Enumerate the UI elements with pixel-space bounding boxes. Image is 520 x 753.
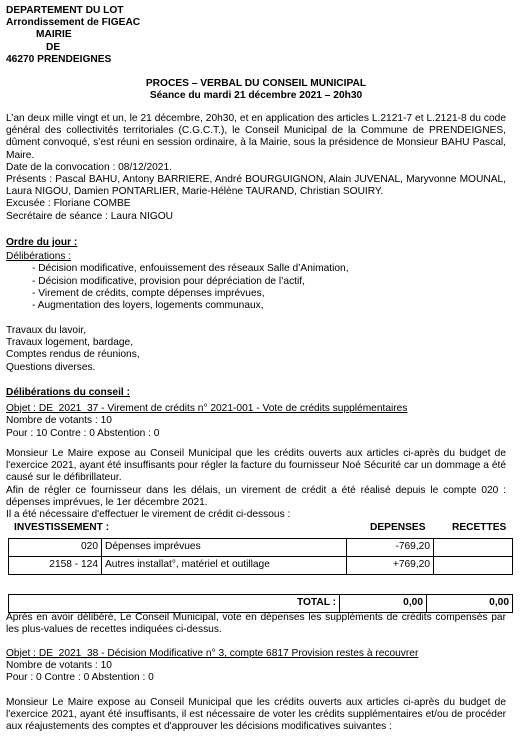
agenda-section	[6, 237, 506, 312]
table-cell-label: Autres installat°, matériel et outillage	[102, 557, 347, 575]
intro-paragraph: L’an deux mille vingt et un, le 21 décembre, 20h30, et en application des articles L.2121-7 et L.2121-8 du code général des collectivités territoriales (C.G.C.T.), le Conseil Municipal de la Commune de PRENDEIGNES, dûment convoqué, s’est réuni en session ordinaire, à la Mairie, sous la présidence de Monsieur BAHU Pascal, Maire.	[6, 113, 506, 161]
agenda-other-item: Questions diverses.	[6, 361, 96, 373]
agenda-other-item: Comptes rendus de réunions,	[6, 349, 140, 361]
table-cell-code: 2158 - 124	[9, 557, 102, 575]
deliberation-vote-result: Pour : 0 Contre : 0 Abstention : 0	[6, 672, 154, 684]
convocation-date: Date de la convocation : 08/12/2021.	[6, 161, 172, 173]
table-row	[9, 539, 513, 557]
deliberation-2	[6, 648, 506, 685]
table-col-depenses: DEPENSES	[370, 522, 426, 533]
intro-section	[6, 113, 506, 223]
table-col-recettes: RECETTES	[452, 522, 507, 533]
secretaire: Secrétaire de séance : Laura NIGOU	[6, 210, 174, 222]
table-row	[9, 557, 513, 575]
document-title	[6, 78, 506, 102]
agenda-item: - Augmentation des loyers, logements communaux,	[32, 300, 264, 312]
table-cell-recette	[434, 539, 513, 557]
agenda-heading: Ordre du jour :	[6, 237, 78, 248]
deliberation-objet: Objet : DE_2021_37 - Virement de crédits n° 2021-001 - Vote de crédits supplémentaires	[6, 403, 408, 415]
total-recettes: 0,00	[427, 595, 513, 613]
agenda-item: - Décision modificative, provision pour dépréciation de l’actif,	[32, 275, 305, 287]
deliberation-paragraph: Monsieur Le Maire expose au Conseil Municipal que les crédits ouverts aux articles ci-après du budget de l'exercice 2021, ayant été insuffisants pour régler la facture du fournisseur Noé Sécurité car un dommage a été causé sur le défibrillateur.	[6, 448, 506, 484]
agenda-item: - Virement de crédits, compte dépenses imprévues,	[32, 287, 265, 299]
table-cell-depense: -769,20	[347, 539, 434, 557]
deliberation-1-body	[6, 448, 506, 521]
total-row-table	[8, 594, 513, 613]
total-label: TOTAL :	[9, 595, 340, 613]
agenda-item: - Décision modificative, enfouissement des réseaux Salle d’Animation,	[32, 263, 349, 275]
deliberation-1	[6, 387, 506, 440]
deliberations-heading: Délibérations du conseil :	[6, 387, 130, 398]
table-cell-depense: +769,20	[347, 557, 434, 575]
total-depenses: 0,00	[340, 595, 427, 613]
agenda-delib-label: Délibérations :	[6, 251, 72, 263]
header-mairie: MAIRIE	[36, 29, 72, 41]
agenda-others	[6, 325, 506, 374]
deliberation-paragraph: Il a été nécessaire d'effectuer le virement de crédit ci-dessous :	[6, 509, 291, 521]
excusee: Excusée : Floriane COMBE	[6, 198, 131, 210]
agenda-other-item: Travaux du lavoir,	[6, 325, 87, 336]
total-row	[9, 595, 513, 613]
table-cell-label: Dépenses imprévues	[102, 539, 347, 557]
deliberation-vote-result: Pour : 10 Contre : 0 Abstention : 0	[6, 427, 160, 439]
table-cell-recette	[434, 557, 513, 575]
deliberation-objet: Objet : DE_2021_38 - Décision Modificative n° 3, compte 6817 Provision restes à recouvrer	[6, 648, 419, 659]
header-de: DE	[46, 41, 61, 53]
header-arrondissement: Arrondissement de FIGEAC	[6, 17, 141, 29]
deliberation-1-conclusion	[6, 612, 506, 636]
title-line2: Séance du mardi 21 décembre 2021 – 20h30	[149, 90, 363, 102]
title-line1: PROCES – VERBAL DU CONSEIL MUNICIPAL	[145, 78, 367, 89]
deliberation-paragraph: Afin de régler ce fournisseur dans les délais, un virement de crédit a été réalisé depuis le compte 020 : dépenses imprévues, le 1er décembre 2021.	[6, 484, 506, 508]
presents-list: Présents : Pascal BAHU, Antony BARRIERE, André BOURGUIGNON, Alain JUVENAL, Maryvonne MOUNAL, Laura NIGOU, Damien PONTARLIER, Marie-Hélène TAURAND, Christian SOUIRY.	[6, 174, 506, 198]
deliberation-votants: Nombre de votants : 10	[6, 415, 112, 427]
deliberation-votants: Nombre de votants : 10	[6, 660, 112, 672]
header-department: DEPARTEMENT DU LOT	[6, 5, 124, 16]
header-postal: 46270 PRENDEIGNES	[6, 53, 112, 65]
credits-table	[8, 538, 513, 575]
deliberation-2-body	[6, 697, 506, 734]
deliberation-conclusion: Après en avoir délibéré, Le Conseil Municipal, vote en dépenses les suppléments de crédits compensés par les plus-values de recettes indiquées ci-dessus.	[6, 612, 506, 636]
agenda-other-item: Travaux logement, bardage,	[6, 337, 134, 349]
header	[6, 5, 506, 66]
table-col-invest: INVESTISSEMENT :	[14, 522, 110, 533]
deliberation-paragraph: Monsieur Le Maire expose au Conseil Municipal que les crédits ouverts aux articles ci-après du budget de l'exercice 2021, ayant été insuffisants, il est nécessaire de voter les crédits supplémentaires et/ou de procéder aux réajustements des comptes et d'approuver les décisions modificatives suivantes :	[6, 697, 506, 733]
table-cell-code: 020	[9, 539, 102, 557]
